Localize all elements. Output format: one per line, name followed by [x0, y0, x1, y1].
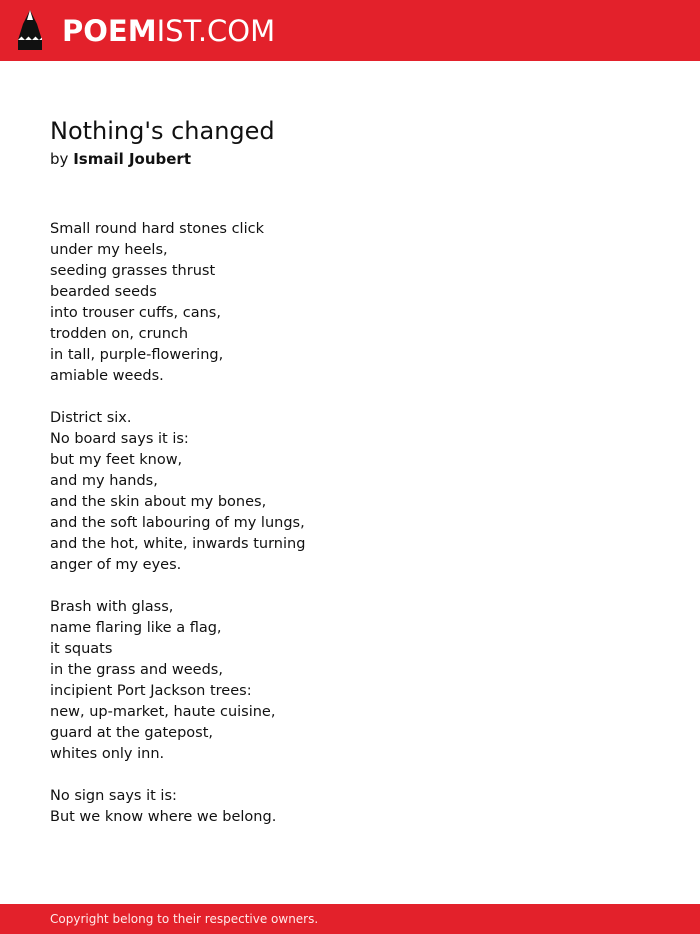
- pen-nib-icon[interactable]: [17, 9, 43, 51]
- stanza-1: [50, 219, 650, 387]
- poem-line: under my heels,: [50, 242, 168, 258]
- poem-line: name flaring like a flag,: [50, 620, 222, 636]
- stanza-3: [50, 597, 650, 765]
- brand-name-light: IST.COM: [156, 14, 276, 48]
- poem-line: District six.: [50, 410, 132, 426]
- site-footer: [0, 904, 700, 934]
- poem-line: in tall, purple-flowering,: [50, 347, 224, 363]
- poem-line: whites only inn.: [50, 746, 165, 762]
- poem-line: incipient Port Jackson trees:: [50, 683, 252, 699]
- brand-name-bold: POEM: [62, 14, 157, 48]
- stanza-4: [50, 786, 650, 828]
- poem-line: No board says it is:: [50, 431, 189, 447]
- poem-line: amiable weeds.: [50, 368, 164, 384]
- poem-line: in the grass and weeds,: [50, 662, 223, 678]
- author-name: Ismail Joubert: [73, 150, 191, 168]
- poem-line: seeding grasses thrust: [50, 263, 216, 279]
- site-header: [0, 0, 700, 61]
- poem-line: guard at the gatepost,: [50, 725, 214, 741]
- copyright-notice: Copyright belong to their respective owners.: [50, 912, 319, 926]
- poem-line: and the soft labouring of my lungs,: [50, 515, 305, 531]
- site-logo-link[interactable]: [62, 13, 275, 49]
- poem-line: bearded seeds: [50, 284, 157, 300]
- poem-byline: [50, 148, 191, 170]
- stanza-2: [50, 408, 650, 576]
- poem-line: into trouser cuffs, cans,: [50, 305, 221, 321]
- poem-line: anger of my eyes.: [50, 557, 182, 573]
- by-label: by: [50, 150, 69, 168]
- poem-line: Brash with glass,: [50, 599, 174, 615]
- poem-line: No sign says it is:: [50, 788, 177, 804]
- poem-line: and the hot, white, inwards turning: [50, 536, 306, 552]
- poem-line: But we know where we belong.: [50, 809, 277, 825]
- poem-line: it squats: [50, 641, 113, 657]
- poem-body: [50, 219, 650, 849]
- poem-line: but my feet know,: [50, 452, 183, 468]
- poem-line: and my hands,: [50, 473, 158, 489]
- poem-line: and the skin about my bones,: [50, 494, 267, 510]
- poem-line: new, up-market, haute cuisine,: [50, 704, 276, 720]
- poem-title: Nothing's changed: [50, 117, 275, 145]
- poem-line: Small round hard stones click: [50, 221, 264, 237]
- poem-line: trodden on, crunch: [50, 326, 189, 342]
